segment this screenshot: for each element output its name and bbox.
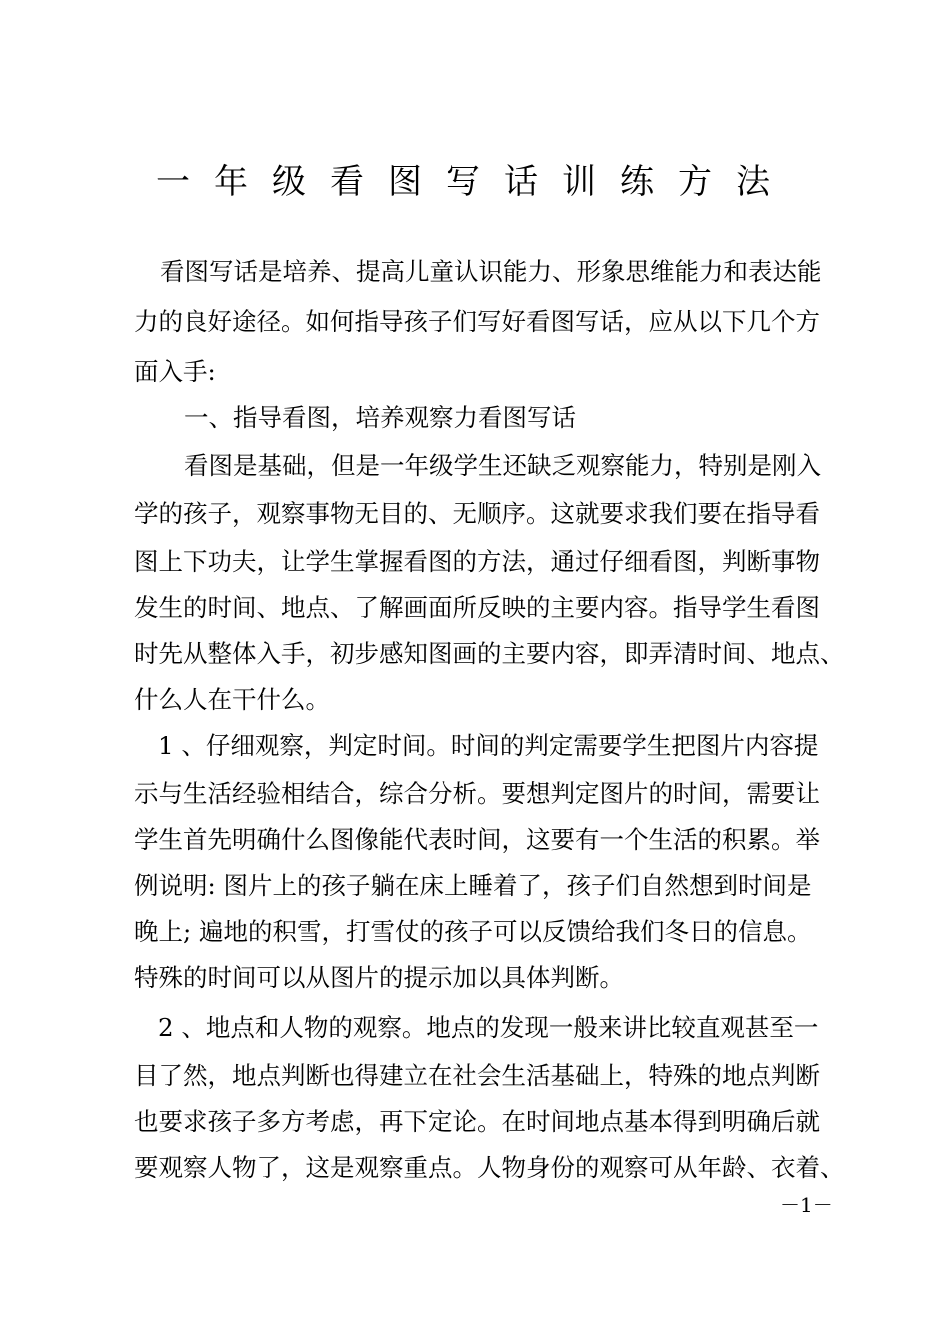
- paragraph-line: 看图写话是培养、提高儿童认识能力、形象思维能力和表达能: [160, 257, 822, 286]
- paragraph-line: 什么人在干什么。: [134, 685, 330, 714]
- paragraph-line: 看图是基础，但是一年级学生还缺乏观察能力，特别是刚入: [184, 451, 821, 480]
- paragraph-line: 1 、仔细观察，判定时间。时间的判定需要学生把图片内容提: [158, 731, 819, 760]
- paragraph-line: 要观察人物了，这是观察重点。人物身份的观察可从年龄、衣着、: [134, 1153, 845, 1182]
- paragraph-line: 例说明: 图片上的孩子躺在床上睡着了，孩子们自然想到时间是: [134, 871, 812, 900]
- paragraph-line: 力的良好途径。如何指导孩子们写好看图写话，应从以下几个方: [134, 307, 820, 336]
- paragraph-line: 时先从整体入手，初步感知图画的主要内容，即弄清时间、地点、: [134, 639, 845, 668]
- paragraph-line: 图上下功夫，让学生掌握看图的方法，通过仔细看图，判断事物: [134, 547, 820, 576]
- paragraph-line: 晚上; 遍地的积雪，打雪仗的孩子可以反馈给我们冬日的信息。: [134, 917, 812, 946]
- paragraph-line: 示与生活经验相结合，综合分析。要想判定图片的时间，需要让: [134, 779, 820, 808]
- paragraph-line: 学的孩子，观察事物无目的、无顺序。这就要求我们要在指导看: [134, 499, 820, 528]
- paragraph-line: 特殊的时间可以从图片的提示加以具体判断。: [134, 963, 624, 992]
- paragraph-line: 也要求孩子多方考虑，再下定论。在时间地点基本得到明确后就: [134, 1107, 820, 1136]
- paragraph-line: 发生的时间、地点、了解画面所反映的主要内容。指导学生看图: [134, 593, 820, 622]
- document-title: 一年级看图写话训练方法: [156, 162, 794, 202]
- paragraph-line: 面入手:: [134, 357, 216, 386]
- paragraph-line: 2 、地点和人物的观察。地点的发现一般来讲比较直观甚至一: [158, 1013, 819, 1042]
- paragraph-line: 目了然，地点判断也得建立在社会生活基础上，特殊的地点判断: [134, 1061, 820, 1090]
- page-number: －1－: [780, 1193, 833, 1217]
- paragraph-line: 学生首先明确什么图像能代表时间，这要有一个生活的积累。举: [134, 825, 820, 854]
- section-heading: 一、指导看图，培养观察力看图写话: [184, 403, 576, 432]
